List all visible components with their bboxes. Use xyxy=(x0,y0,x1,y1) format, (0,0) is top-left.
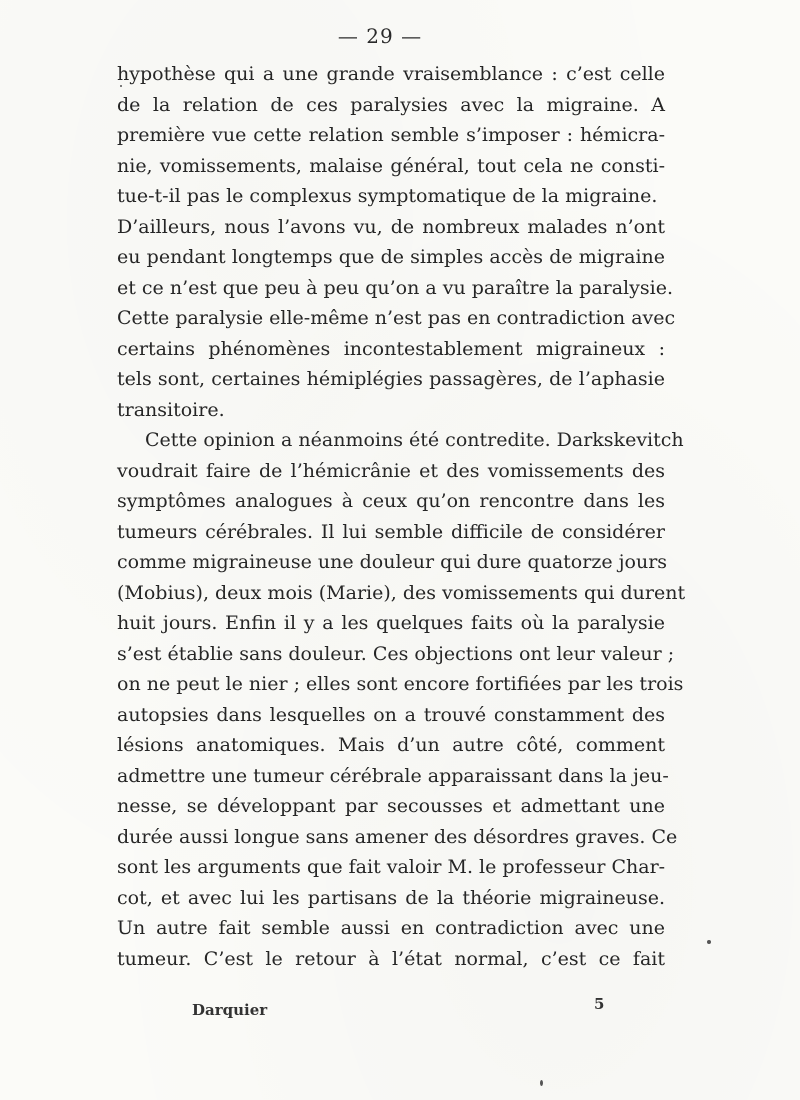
text-line: tue-t-il pas le complexus symptomatique de la migraine. xyxy=(117,185,658,207)
text-line: Cette paralysie elle-même n’est pas en contradiction avec xyxy=(117,307,676,329)
footer-sheet-number: 5 xyxy=(594,995,605,1013)
text-line: comme migraineuse une douleur qui dure quatorze jours xyxy=(117,551,668,573)
footer-signature: Darquier xyxy=(192,1001,268,1019)
print-speck xyxy=(707,940,711,944)
text-line: tumeur. C’est le retour à l’état normal, c’est ce fait xyxy=(117,947,665,970)
text-line: cot, et avec lui les partisans de la théorie migraineuse. xyxy=(117,886,665,909)
text-line: D’ailleurs, nous l’avons vu, de nombreux malades n’ont xyxy=(117,215,665,238)
print-speck xyxy=(540,1080,543,1086)
text-line: certains phénomènes incontestablement migraineux : xyxy=(117,337,665,360)
text-line: voudrait faire de l’hémicrânie et des vomissements des xyxy=(117,459,665,482)
text-line: transitoire. xyxy=(117,398,225,421)
text-line: de la relation de ces paralysies avec la migraine. A xyxy=(117,93,665,116)
text-line: lésions anatomiques. Mais d’un autre côté, comment xyxy=(117,734,665,756)
text-line: tels sont, certaines hémiplégies passagères, de l’aphasie xyxy=(117,368,665,390)
text-line: symptômes analogues à ceux qu’on rencontre dans les xyxy=(117,490,665,512)
text-line: et ce n’est que peu à peu qu’on a vu paraître la paralysie. xyxy=(117,276,673,299)
print-speck xyxy=(120,85,122,87)
page-number: — 29 — xyxy=(337,24,423,48)
body-text xyxy=(117,59,686,974)
text-line: tumeurs cérébrales. Il lui semble difficile de considérer xyxy=(117,520,665,543)
text-line: (Mobius), deux mois (Marie), des vomissements qui durent xyxy=(117,581,686,604)
text-line: Un autre fait semble aussi en contradiction avec une xyxy=(117,917,665,939)
text-line: huit jours. Enfin il y a les quelques faits où la paralysie xyxy=(117,612,665,634)
text-line: eu pendant longtemps que de simples accès de migraine xyxy=(117,246,665,268)
text-line: sont les arguments que fait valoir M. le professeur Char- xyxy=(117,856,666,878)
text-line: on ne peut le nier ; elles sont encore fortifiées par les trois xyxy=(117,673,684,695)
text-line: nie, vomissements, malaise général, tout cela ne consti- xyxy=(117,154,665,177)
text-line: hypothèse qui a une grande vraisemblance : c’est celle xyxy=(117,63,665,85)
text-line: admettre une tumeur cérébrale apparaissant dans la jeu- xyxy=(117,764,669,787)
text-line: s’est établie sans douleur. Ces objections ont leur valeur ; xyxy=(117,642,675,665)
text-line: durée aussi longue sans amener des désordres graves. Ce xyxy=(117,825,678,848)
text-line: nesse, se développant par secousses et admettant une xyxy=(117,795,665,817)
text-line: autopsies dans lesquelles on a trouvé constamment des xyxy=(117,703,665,726)
text-line: Cette opinion a néanmoins été contredite. Darkskevitch xyxy=(145,429,684,451)
text-line: première vue cette relation semble s’imposer : hémicra- xyxy=(117,124,665,146)
